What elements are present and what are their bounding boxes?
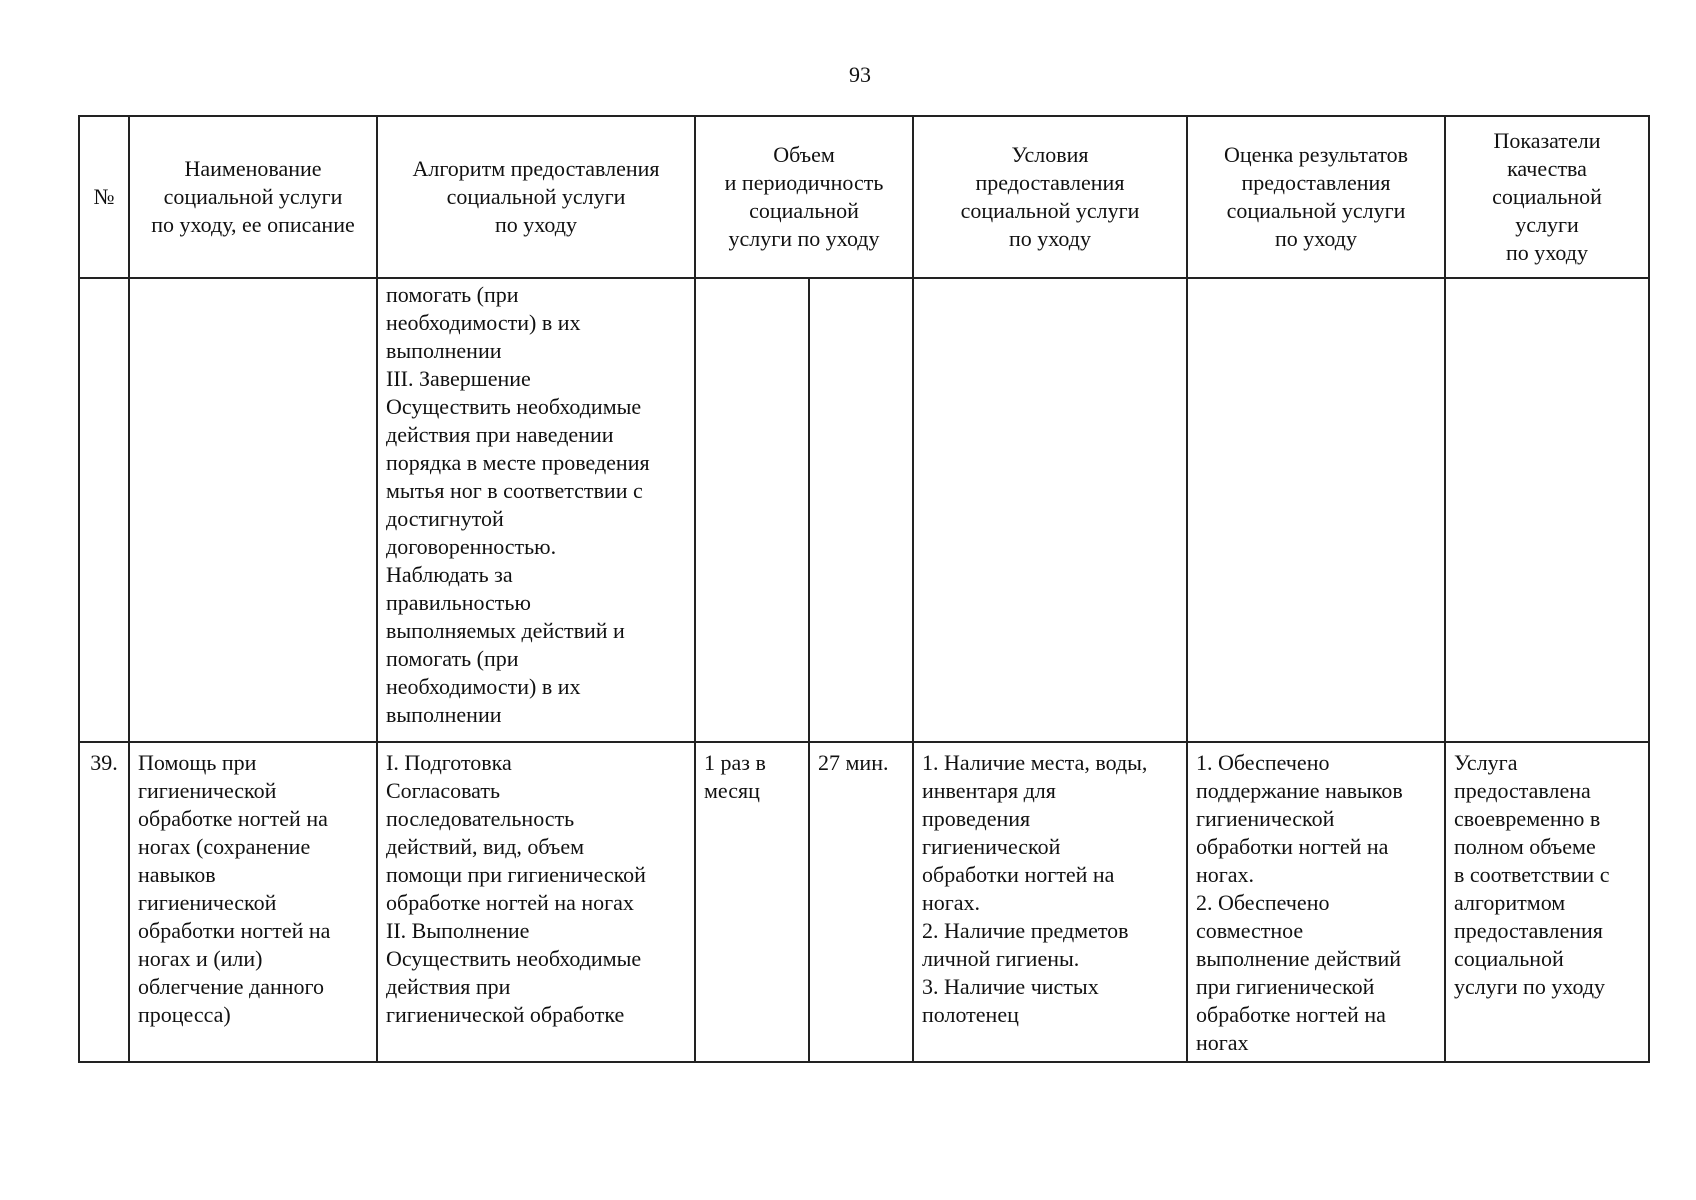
services-table [78, 115, 1650, 1063]
header-evaluation: Оценка результатов предоставления социальной услуги по уходу [1187, 116, 1445, 278]
cell-duration: 27 мин. [809, 742, 913, 1062]
cell-algorithm: I. Подготовка Согласовать последовательность действий, вид, объем помощи при гигиенической обработке ногтей на ногах II. Выполнение Осуществить необходимые действия при гигиенической обработке [377, 742, 695, 1062]
header-quality: Показатели качества социальной услуги по уходу [1445, 116, 1649, 278]
cell-frequency: 1 раз в месяц [695, 742, 809, 1062]
header-number: № [79, 116, 129, 278]
cell-name-empty [129, 278, 377, 742]
header-algorithm: Алгоритм предоставления социальной услуги по уходу [377, 116, 695, 278]
cell-quality-empty [1445, 278, 1649, 742]
page-number: 93 [849, 62, 871, 87]
table-row-continuation [79, 278, 1649, 742]
cell-frequency-empty [695, 278, 809, 742]
header-volume-frequency: Объем и периодичность социальной услуги по уходу [695, 116, 913, 278]
cell-number-empty [79, 278, 129, 742]
header-conditions: Условия предоставления социальной услуги по уходу [913, 116, 1187, 278]
cell-conditions: 1. Наличие места, воды, инвентаря для проведения гигиенической обработки ногтей на ногах. 2. Наличие предметов личной гигиены. 3. Наличие чистых полотенец [913, 742, 1187, 1062]
header-service-name: Наименование социальной услуги по уходу, ее описание [129, 116, 377, 278]
cell-evaluation-empty [1187, 278, 1445, 742]
cell-row-number: 39. [79, 742, 129, 1062]
cell-evaluation: 1. Обеспечено поддержание навыков гигиенической обработки ногтей на ногах. 2. Обеспечено совместное выполнение действий при гигиенической обработке ногтей на ногах [1187, 742, 1445, 1062]
header-row [79, 116, 1649, 278]
cell-service-name: Помощь при гигиенической обработке ногтей на ногах (сохранение навыков гигиенической обработки ногтей на ногах и (или) облегчение данного процесса) [129, 742, 377, 1062]
cell-duration-empty [809, 278, 913, 742]
cell-algorithm-continued: помогать (при необходимости) в их выполнении III. Завершение Осуществить необходимые действия при наведении порядка в месте проведения мытья ног в соответствии с достигнутой договоренностью. Наблюдать за правильностью выполняемых действий и помогать (при необходимости) в их выполнении [377, 278, 695, 742]
cell-quality: Услуга предоставлена своевременно в полном объеме в соответствии с алгоритмом предоставления социальной услуги по уходу [1445, 742, 1649, 1062]
cell-conditions-empty [913, 278, 1187, 742]
table-row-39 [79, 742, 1649, 1062]
